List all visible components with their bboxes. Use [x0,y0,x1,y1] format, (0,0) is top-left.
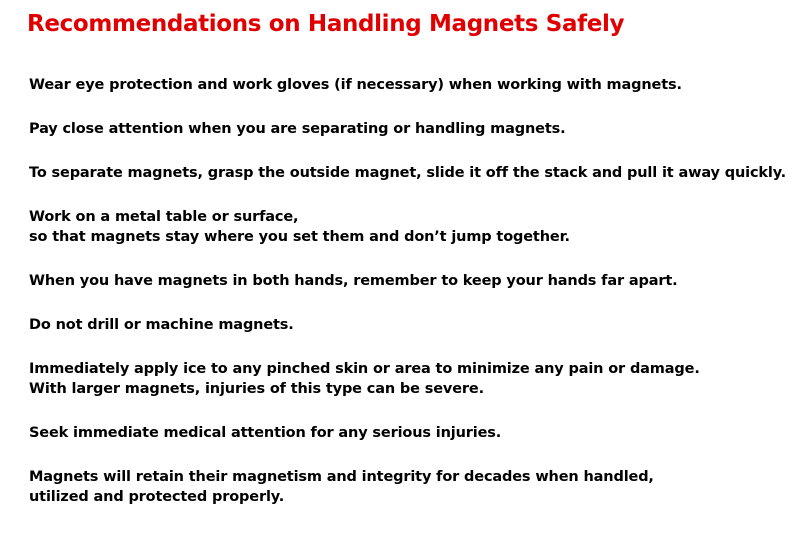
tip-line: Do not drill or machine magnets. [29,317,294,333]
tip-line: Pay close attention when you are separating or handling magnets. [29,121,566,137]
tip-line: When you have magnets in both hands, remember to keep your hands far apart. [29,273,678,289]
tip-eye-protection [29,75,794,95]
tip-no-drilling [29,315,794,335]
tip-line: Seek immediate medical attention for any serious injuries. [29,425,502,441]
safety-tips-list [29,75,794,531]
tip-separate-magnets [29,163,794,183]
tip-metal-surface [29,207,794,247]
tip-retain-magnetism [29,467,794,507]
tip-pay-attention [29,119,794,139]
tip-line: To separate magnets, grasp the outside magnet, slide it off the stack and pull it away quickly. [29,165,787,181]
tip-line: utilized and protected properly. [29,489,285,505]
tip-line: Magnets will retain their magnetism and integrity for decades when handled, [29,469,654,485]
tip-line: With larger magnets, injuries of this type can be severe. [29,381,484,397]
tip-medical-attention [29,423,794,443]
tip-apply-ice [29,359,794,399]
tip-line: so that magnets stay where you set them and don’t jump together. [29,229,570,245]
tip-line: Work on a metal table or surface, [29,209,299,225]
tip-line: Wear eye protection and work gloves (if necessary) when working with magnets. [29,77,682,93]
page-title: Recommendations on Handling Magnets Safely [27,11,625,37]
tip-hands-apart [29,271,794,291]
tip-line: Immediately apply ice to any pinched skin or area to minimize any pain or damage. [29,361,700,377]
